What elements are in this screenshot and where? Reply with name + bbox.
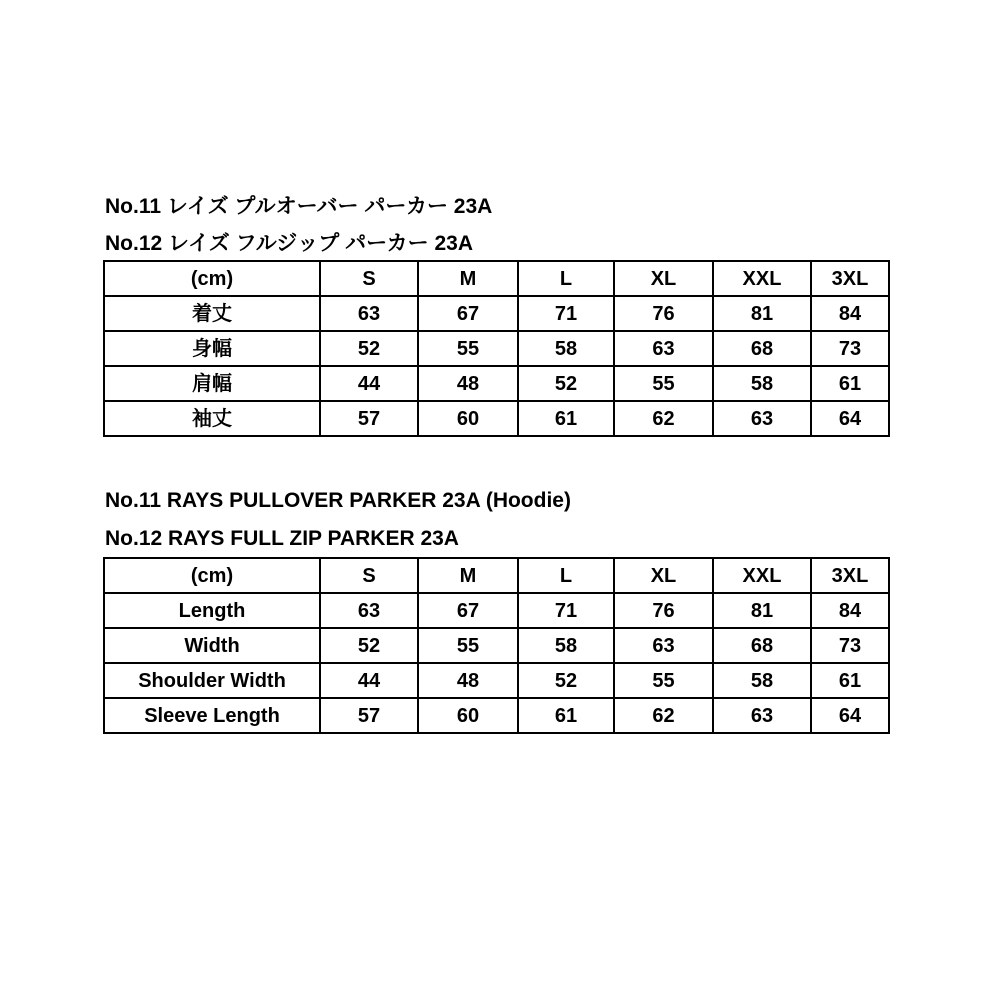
table-row — [104, 331, 889, 366]
measurement-value-cell: 63 — [614, 628, 713, 663]
size-header-cell: XL — [614, 558, 713, 593]
unit-header-cell: (cm) — [104, 261, 320, 296]
measurement-value-cell: 64 — [811, 401, 889, 436]
measurement-value-cell: 76 — [614, 593, 713, 628]
size-header-cell: S — [320, 261, 418, 296]
measurement-value-cell: 61 — [811, 366, 889, 401]
measurement-value-cell: 81 — [713, 296, 811, 331]
measurement-label-cell: Sleeve Length — [104, 698, 320, 733]
size-table-english — [103, 557, 890, 734]
measurement-value-cell: 71 — [518, 296, 614, 331]
table-row — [104, 296, 889, 331]
measurement-value-cell: 84 — [811, 593, 889, 628]
measurement-label-cell: 着丈 — [104, 296, 320, 331]
title-en-fullzip: No.12 RAYS FULL ZIP PARKER 23A — [105, 527, 459, 550]
measurement-value-cell: 61 — [518, 401, 614, 436]
measurement-label-cell: Length — [104, 593, 320, 628]
measurement-value-cell: 48 — [418, 366, 518, 401]
measurement-value-cell: 44 — [320, 366, 418, 401]
measurement-value-cell: 58 — [713, 663, 811, 698]
title-jp-fullzip: No.12 レイズ フルジップ パーカー 23A — [105, 232, 474, 255]
measurement-value-cell: 52 — [320, 628, 418, 663]
table-row — [104, 663, 889, 698]
measurement-label-cell: 身幅 — [104, 331, 320, 366]
unit-header-cell: (cm) — [104, 558, 320, 593]
size-header-cell: S — [320, 558, 418, 593]
measurement-value-cell: 52 — [518, 663, 614, 698]
measurement-value-cell: 68 — [713, 331, 811, 366]
measurement-value-cell: 81 — [713, 593, 811, 628]
measurement-value-cell: 73 — [811, 628, 889, 663]
table-row — [104, 593, 889, 628]
measurement-value-cell: 52 — [320, 331, 418, 366]
title-en-pullover: No.11 RAYS PULLOVER PARKER 23A (Hoodie) — [105, 489, 571, 512]
header-row — [104, 261, 889, 296]
table-row — [104, 628, 889, 663]
measurement-value-cell: 68 — [713, 628, 811, 663]
measurement-value-cell: 60 — [418, 401, 518, 436]
measurement-value-cell: 67 — [418, 296, 518, 331]
size-header-cell: M — [418, 261, 518, 296]
measurement-label-cell: 肩幅 — [104, 366, 320, 401]
measurement-label-cell: Width — [104, 628, 320, 663]
measurement-value-cell: 44 — [320, 663, 418, 698]
measurement-value-cell: 84 — [811, 296, 889, 331]
measurement-value-cell: 55 — [418, 628, 518, 663]
measurement-value-cell: 55 — [614, 366, 713, 401]
measurement-value-cell: 58 — [713, 366, 811, 401]
measurement-value-cell: 48 — [418, 663, 518, 698]
size-header-cell: L — [518, 261, 614, 296]
title-jp-pullover: No.11 レイズ プルオーバー パーカー 23A — [105, 195, 493, 218]
measurement-value-cell: 73 — [811, 331, 889, 366]
size-header-cell: XL — [614, 261, 713, 296]
measurement-value-cell: 61 — [811, 663, 889, 698]
measurement-value-cell: 63 — [713, 698, 811, 733]
measurement-label-cell: 袖丈 — [104, 401, 320, 436]
measurement-value-cell: 71 — [518, 593, 614, 628]
measurement-value-cell: 63 — [713, 401, 811, 436]
measurement-value-cell: 76 — [614, 296, 713, 331]
measurement-value-cell: 62 — [614, 401, 713, 436]
measurement-value-cell: 62 — [614, 698, 713, 733]
header-row — [104, 558, 889, 593]
measurement-value-cell: 63 — [614, 331, 713, 366]
measurement-value-cell: 57 — [320, 698, 418, 733]
measurement-label-cell: Shoulder Width — [104, 663, 320, 698]
measurement-value-cell: 57 — [320, 401, 418, 436]
size-header-cell: M — [418, 558, 518, 593]
measurement-value-cell: 63 — [320, 296, 418, 331]
measurement-value-cell: 58 — [518, 628, 614, 663]
measurement-value-cell: 60 — [418, 698, 518, 733]
size-header-cell: L — [518, 558, 614, 593]
measurement-value-cell: 55 — [418, 331, 518, 366]
table-row — [104, 366, 889, 401]
measurement-value-cell: 58 — [518, 331, 614, 366]
size-header-cell: 3XL — [811, 261, 889, 296]
table-row — [104, 698, 889, 733]
measurement-value-cell: 55 — [614, 663, 713, 698]
measurement-value-cell: 61 — [518, 698, 614, 733]
table-row — [104, 401, 889, 436]
measurement-value-cell: 52 — [518, 366, 614, 401]
measurement-value-cell: 67 — [418, 593, 518, 628]
size-header-cell: 3XL — [811, 558, 889, 593]
size-header-cell: XXL — [713, 558, 811, 593]
size-header-cell: XXL — [713, 261, 811, 296]
measurement-value-cell: 64 — [811, 698, 889, 733]
measurement-value-cell: 63 — [320, 593, 418, 628]
size-table-japanese — [103, 260, 890, 437]
